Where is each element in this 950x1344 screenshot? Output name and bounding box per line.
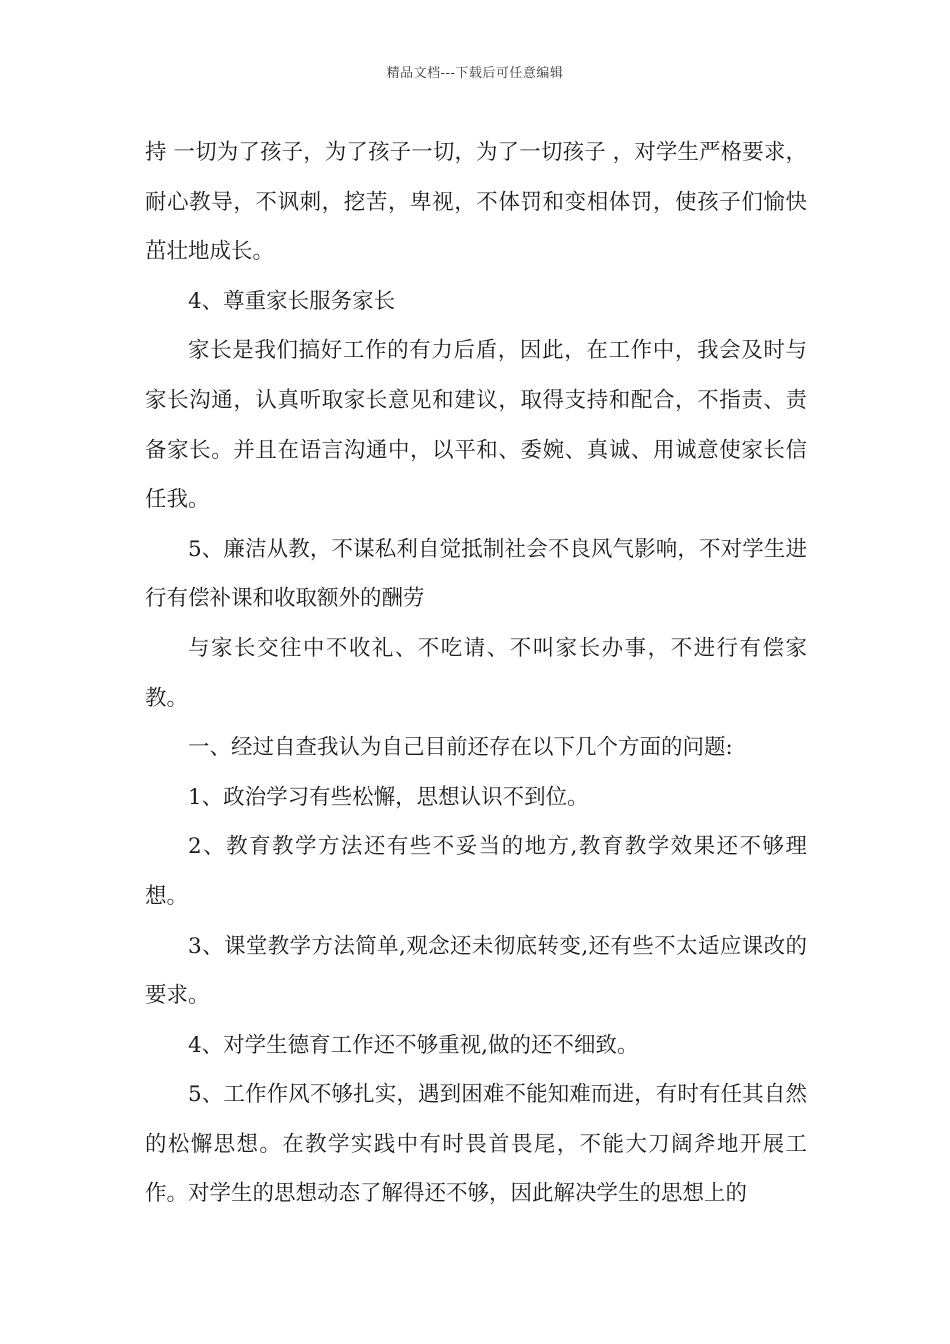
paragraph-9: 3、课堂教学方法简单,观念还未彻底转变,还有些不太适应课改的要求。 [145, 933, 807, 1009]
paragraph-6: 一、经过自查我认为自己目前还存在以下几个方面的问题: [188, 735, 733, 761]
paragraph-4: 5、廉洁从教，不谋私利自觉抵制社会不良风气影响，不对学生进行有偿补课和收取额外的酬劳 [145, 536, 807, 612]
paragraph-10: 4、对学生德育工作还不够重视,做的还不细致。 [188, 1032, 639, 1058]
paragraph-1: 持 一切为了孩子，为了孩子一切，为了一切孩子 ，对学生严格要求，耐心教导，不讽刺，挖苦，卑视，不体罚和变相体罚，使孩子们愉快茁壮地成长。 [145, 140, 807, 265]
paragraph-5: 与家长交往中不收礼、不吃请、不叫家长办事，不进行有偿家教。 [145, 635, 807, 711]
paragraph-3: 家长是我们搞好工作的有力后盾，因此，在工作中，我会及时与家长沟通，认真听取家长意见和建议，取得支持和配合，不指责、责备家长。并且在语言沟通中，以平和、委婉、真诚、用诚意使家长信任我。 [145, 338, 807, 513]
paragraph-11: 5、工作作风不够扎实，遇到困难不能知难而进，有时有任其自然的松懈思想。在教学实践中有时畏首畏尾，不能大刀阔斧地开展工作。对学生的思想动态了解得还不够，因此解决学生的思想上的 [145, 1082, 807, 1207]
paragraph-7: 1、政治学习有些松懈，思想认识不到位。 [188, 784, 589, 810]
document-body [145, 128, 807, 1219]
paragraph-2: 4、尊重家长服务家长 [188, 288, 396, 314]
page-header: 精品文档---下载后可任意编辑 [386, 66, 564, 81]
paragraph-8: 2、教育教学方法还有些不妥当的地方,教育教学效果还不够理想。 [145, 834, 807, 909]
